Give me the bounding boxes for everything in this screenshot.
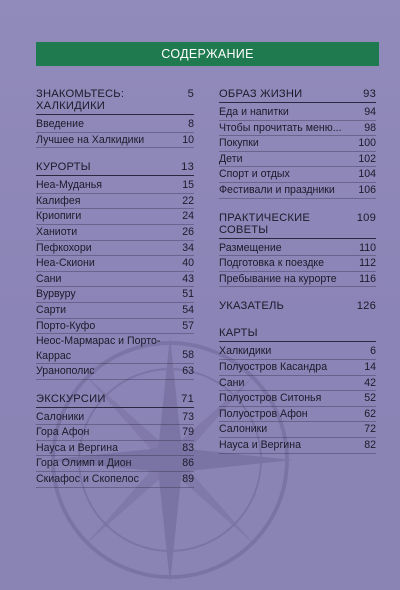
toc-section	[36, 88, 194, 148]
toc-entry[interactable]	[36, 178, 194, 194]
entry-page-number: 8	[188, 118, 194, 130]
toc-entry[interactable]	[36, 441, 194, 457]
entry-title: Неос-Мармарас и Порто-Каррас	[36, 335, 161, 362]
toc-entry[interactable]	[219, 407, 376, 423]
entry-title: Фестивали и праздники	[219, 183, 335, 196]
entry-page-number: 86	[182, 457, 194, 470]
entry-page-number: 83	[182, 441, 194, 454]
toc-entry[interactable]	[36, 272, 194, 288]
entry-title: Скиафос и Скопелос	[36, 472, 139, 485]
toc-section-heading[interactable]	[36, 161, 194, 176]
toc-section-heading[interactable]	[219, 300, 376, 314]
entry-page-number: 79	[182, 426, 194, 439]
toc-entry[interactable]	[219, 241, 376, 257]
entry-title: Еда и напитки	[219, 106, 289, 118]
toc-section	[36, 161, 194, 379]
entry-page-number: 102	[358, 152, 376, 165]
entry-page-number: 42	[364, 376, 376, 389]
section-page-number: 109	[356, 211, 376, 224]
entry-title: Введение	[36, 118, 84, 130]
toc-entry[interactable]	[219, 183, 376, 199]
entry-page-number: 54	[182, 303, 194, 316]
entry-title: Науса и Вергина	[219, 438, 301, 451]
entry-page-number: 106	[358, 183, 376, 196]
toc-entry[interactable]	[219, 105, 376, 121]
entry-title: Вурвуру	[36, 288, 76, 301]
toc-section-heading[interactable]	[219, 327, 376, 342]
entry-page-number: 110	[359, 241, 376, 254]
entry-page-number: 104	[358, 168, 376, 181]
toc-entry[interactable]	[36, 241, 194, 257]
section-page-number: 5	[187, 88, 194, 100]
toc-entry[interactable]	[36, 256, 194, 272]
entry-page-number: 112	[359, 257, 376, 270]
section-page-number: 126	[356, 300, 376, 313]
section-title: ЭКСКУРСИИ	[36, 392, 106, 405]
section-page-number: 13	[181, 161, 194, 174]
entry-page-number: 15	[182, 179, 194, 192]
toc-entry[interactable]	[219, 152, 376, 168]
entry-title: Неа-Муданья	[36, 179, 103, 192]
entry-title: Ханиоти	[36, 225, 78, 238]
entry-title: Дети	[219, 152, 243, 165]
entry-page-number: 24	[182, 210, 194, 223]
toc-section-heading[interactable]	[219, 88, 376, 103]
entry-title: Криопиги	[36, 210, 82, 223]
entry-title: Калифея	[36, 194, 81, 207]
toc-entry[interactable]	[36, 456, 194, 472]
entry-page-number: 10	[182, 133, 194, 146]
toc-entry[interactable]	[219, 438, 376, 454]
toc-entry[interactable]	[36, 225, 194, 241]
toc-entry[interactable]	[36, 364, 194, 380]
entry-page-number: 82	[364, 438, 376, 451]
entry-title: Салоники	[36, 410, 85, 423]
entry-page-number: 57	[182, 319, 194, 332]
entry-page-number: 51	[182, 288, 194, 301]
entry-title: Уранополис	[36, 364, 95, 377]
entry-title: Гора Олимп и Дион	[36, 457, 132, 470]
entry-page-number: 26	[182, 225, 194, 238]
entry-page-number: 22	[182, 194, 194, 207]
entry-title: Подготовка к поездке	[219, 257, 325, 270]
toc-entry[interactable]	[36, 425, 194, 441]
section-page-number: 93	[363, 88, 376, 100]
page-title: СОДЕРЖАНИЕ	[161, 47, 254, 61]
toc-column-right	[219, 88, 376, 467]
toc-entry[interactable]	[36, 194, 194, 210]
entry-title: Сани	[219, 376, 245, 389]
entry-page-number: 6	[370, 345, 376, 358]
entry-page-number: 89	[182, 472, 194, 485]
section-title: ОБРАЗ ЖИЗНИ	[219, 88, 303, 100]
toc-entry[interactable]	[36, 133, 194, 149]
toc-entry[interactable]	[219, 422, 376, 438]
toc-entry[interactable]	[36, 303, 194, 319]
entry-page-number: 73	[182, 410, 194, 423]
toc-entry[interactable]	[219, 121, 376, 137]
toc-entry[interactable]	[36, 209, 194, 225]
entry-title: Чтобы прочитать меню...	[219, 121, 342, 134]
toc-section	[36, 393, 194, 488]
entry-page-number: 94	[364, 106, 376, 118]
entry-title: Сарти	[36, 303, 67, 316]
section-title: УКАЗАТЕЛЬ	[219, 300, 285, 313]
entry-page-number: 43	[182, 272, 194, 285]
entry-title: Порто-Куфо	[36, 319, 96, 332]
toc-entry[interactable]	[219, 376, 376, 392]
toc-section	[219, 212, 376, 288]
toc-banner	[36, 42, 379, 66]
entry-title: Покупки	[219, 137, 259, 150]
toc-entry[interactable]	[36, 334, 194, 364]
section-title: ЗНАКОМЬТЕСЬ: ХАЛКИДИКИ	[36, 88, 125, 112]
entry-page-number: 63	[182, 364, 194, 377]
toc-section-heading[interactable]	[36, 88, 194, 115]
toc-entry[interactable]	[219, 256, 376, 272]
toc-entry[interactable]	[36, 117, 194, 133]
entry-page-number: 62	[364, 407, 376, 420]
section-title: ПРАКТИЧЕСКИЕ СОВЕТЫ	[219, 211, 311, 236]
entry-title: Спорт и отдых	[219, 168, 290, 181]
entry-title: Халкидики	[219, 345, 272, 358]
toc-entry[interactable]	[219, 391, 376, 407]
toc-column-left	[36, 88, 194, 501]
toc-section	[219, 300, 376, 314]
toc-entry[interactable]	[219, 360, 376, 376]
entry-page-number: 34	[182, 241, 194, 254]
entry-title: Лучшее на Халкидики	[36, 133, 145, 146]
entry-title: Пребывание на курорте	[219, 272, 337, 285]
toc-entry[interactable]	[219, 272, 376, 288]
toc-entry[interactable]	[219, 167, 376, 183]
entry-page-number: 100	[358, 137, 376, 150]
section-page-number: 71	[181, 392, 194, 405]
entry-page-number: 98	[364, 121, 376, 134]
entry-title: Полуостров Афон	[219, 407, 308, 420]
entry-title: Науса и Вергина	[36, 441, 118, 454]
entry-title: Неа-Скиони	[36, 257, 95, 270]
toc-entry[interactable]	[36, 287, 194, 303]
toc-section-heading[interactable]	[36, 393, 194, 408]
toc-section-heading[interactable]	[219, 212, 376, 239]
entry-title: Полуостров Ситонья	[219, 392, 322, 405]
entry-title: Пефкохори	[36, 241, 92, 254]
toc-entry[interactable]	[36, 319, 194, 335]
entry-page-number: 40	[182, 257, 194, 270]
toc-entry[interactable]	[219, 344, 376, 360]
toc-section	[219, 327, 376, 453]
entry-title: Сани	[36, 272, 62, 285]
section-title: КУРОРТЫ	[36, 161, 91, 174]
toc-section	[219, 88, 376, 199]
entry-title: Гора Афон	[36, 426, 90, 439]
entry-page-number: 14	[364, 360, 376, 373]
entry-page-number: 52	[364, 392, 376, 405]
entry-title: Салоники	[219, 423, 268, 436]
entry-page-number: 116	[359, 272, 376, 285]
entry-title: Полуостров Касандра	[219, 360, 328, 373]
entry-page-number: 72	[364, 423, 376, 436]
toc-entry[interactable]	[36, 410, 194, 426]
entry-title: Размещение	[219, 241, 282, 254]
toc-entry[interactable]	[219, 136, 376, 152]
toc-entry[interactable]	[36, 472, 194, 488]
entry-page-number: 58	[182, 349, 194, 362]
section-title: КАРТЫ	[219, 327, 258, 340]
